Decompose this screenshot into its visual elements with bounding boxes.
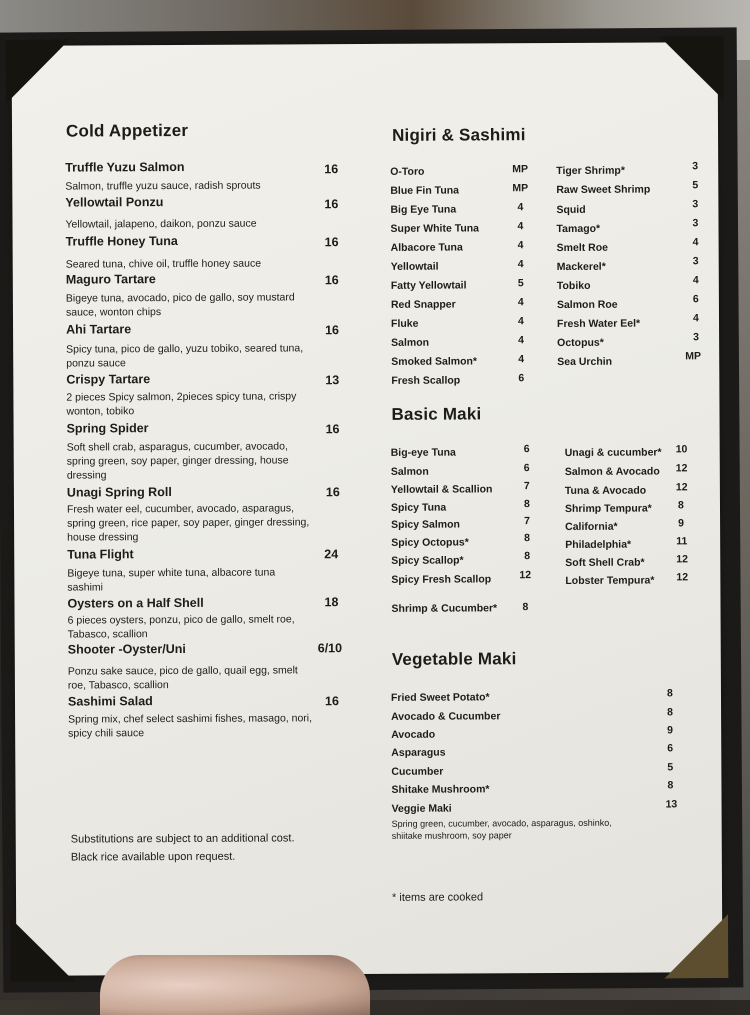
maki-item-name: Salmon — [390, 465, 429, 478]
menu-item-name: Spring Spider — [66, 421, 149, 436]
nigiri-item-name: Smelt Roe — [556, 241, 609, 255]
veg-maki-item-name: Avocado — [391, 728, 436, 741]
maki-item-name: Tuna & Avocado — [564, 484, 647, 497]
maki-item-price: 6 — [523, 462, 530, 475]
nigiri-item-price: 5 — [517, 277, 524, 290]
menu-item-desc: Spring mix, chef select sashimi fishes, masago, nori, spicy chili sauce — [68, 712, 313, 740]
nigiri-item-price: 5 — [692, 179, 699, 192]
corner-protector — [6, 40, 70, 104]
maki-item-price: 7 — [524, 515, 530, 528]
nigiri-item-name: Albacore Tuna — [390, 241, 463, 254]
section-title-cold-appetizer: Cold Appetizer — [65, 120, 189, 141]
nigiri-item-price: 3 — [693, 331, 699, 344]
menu-item-desc: Seared tuna, chive oil, truffle honey sauce — [65, 257, 262, 271]
section-title-vegetable-maki: Vegetable Maki — [391, 649, 517, 669]
nigiri-item-name: Fatty Yellowtail — [390, 279, 467, 292]
maki-item-name: Salmon & Avocado — [564, 465, 660, 478]
nigiri-item-price: 3 — [692, 217, 699, 230]
nigiri-item-price: 4 — [518, 353, 525, 366]
cooked-footnote: * items are cooked — [392, 891, 484, 904]
veg-maki-item-price: 8 — [667, 779, 674, 792]
nigiri-item-name: O-Toro — [390, 165, 425, 178]
maki-item-name: Spicy Scallop* — [391, 554, 464, 567]
menu-item-name: Unagi Spring Roll — [66, 485, 172, 500]
veg-maki-item-price: 9 — [667, 724, 674, 737]
menu-item-name: Truffle Honey Tuna — [65, 233, 178, 249]
nigiri-item-price: 4 — [517, 239, 524, 252]
nigiri-item-price: 4 — [517, 258, 524, 271]
section-title-basic-maki: Basic Maki — [391, 404, 482, 424]
nigiri-item-name: Smoked Salmon* — [391, 355, 478, 368]
nigiri-item-name: Tamago* — [556, 222, 601, 236]
nigiri-item-price: 4 — [517, 220, 524, 233]
maki-item-name: Philadelphia* — [565, 538, 632, 551]
nigiri-item-name: Salmon Roe — [556, 298, 618, 312]
menu-item-price: 16 — [324, 694, 339, 709]
nigiri-item-price: 4 — [692, 312, 699, 325]
maki-item-name: Spicy Fresh Scallop — [391, 573, 492, 586]
menu-item-price: 18 — [324, 595, 339, 610]
nigiri-item-price: 3 — [692, 160, 699, 173]
menu-item-price: 16 — [324, 197, 339, 212]
menu-item-price: 16 — [324, 162, 339, 177]
nigiri-item-price: 4 — [517, 315, 524, 328]
menu-item-desc: Fresh water eel, cucumber, avocado, asparagus, spring green, rice paper, soy paper, ginger dressing, house dressing — [66, 502, 310, 544]
nigiri-item-price: 3 — [692, 255, 699, 268]
menu-item-price: 13 — [325, 373, 340, 388]
nigiri-item-price: 6 — [518, 372, 525, 385]
maki-item-name: Unagi & cucumber* — [564, 446, 662, 459]
maki-item-price: 9 — [678, 517, 684, 530]
menu-item-price: 16 — [324, 273, 339, 288]
maki-item-name: Soft Shell Crab* — [565, 556, 645, 569]
veg-maki-item-price: 5 — [667, 761, 674, 774]
menu-item-desc: Bigeye tuna, avocado, pico de gallo, soy mustard sauce, wonton chips — [65, 291, 295, 319]
nigiri-item-name: Fresh Scallop — [391, 374, 461, 387]
thumb — [100, 955, 370, 1015]
menu-item-price: 16 — [325, 422, 340, 437]
menu-item-name: Crispy Tartare — [66, 372, 151, 387]
nigiri-item-price: 4 — [518, 334, 524, 347]
menu-item-name: Sashimi Salad — [67, 694, 153, 709]
corner-protector — [10, 918, 74, 982]
maki-item-price: 11 — [676, 535, 688, 548]
menu-item-price: 24 — [324, 547, 339, 562]
maki-item-name: Shrimp Tempura* — [564, 502, 652, 515]
maki-item-name: Big-eye Tuna — [390, 446, 456, 459]
menu-item-price: 16 — [325, 485, 340, 500]
nigiri-item-name: Salmon — [391, 336, 430, 349]
nigiri-item-price: MP — [685, 350, 701, 363]
maki-item-price: 7 — [523, 480, 530, 493]
nigiri-item-price: MP — [512, 182, 529, 195]
maki-item-price: 10 — [675, 443, 688, 456]
menu-item-price: 16 — [324, 235, 339, 250]
menu-item-desc: Ponzu sake sauce, pico de gallo, quail egg, smelt roe, Tabasco, scallion — [67, 664, 298, 692]
menu-item-name: Shooter -Oyster/Uni — [67, 641, 186, 657]
maki-item-price: 12 — [519, 569, 532, 582]
menu-page — [12, 42, 723, 976]
maki-item-name: Lobster Tempura* — [565, 574, 655, 587]
nigiri-item-name: Tiger Shrimp* — [556, 164, 625, 178]
corner-protector — [664, 914, 728, 978]
nigiri-item-name: Fluke — [390, 317, 419, 330]
nigiri-item-price: 4 — [517, 296, 524, 309]
nigiri-item-name: Squid — [556, 203, 586, 217]
maki-item-price: 12 — [675, 481, 688, 494]
veg-maki-item-price: 8 — [667, 706, 673, 719]
menu-item-desc: Salmon, truffle yuzu sauce, radish sprouts — [65, 179, 261, 193]
nigiri-item-name: Sea Urchin — [557, 355, 613, 369]
nigiri-item-price: 6 — [692, 293, 699, 306]
menu-item-desc: Soft shell crab, asparagus, cucumber, avocado, spring green, soy paper, ginger dressing, house dressing — [66, 440, 289, 482]
veg-maki-item-name: Veggie Maki — [391, 802, 452, 815]
veg-maki-item-price: 8 — [666, 687, 673, 700]
veg-maki-item-price: 6 — [667, 742, 674, 755]
maki-item-price: 8 — [524, 550, 531, 563]
menu-item-desc: 2 pieces Spicy salmon, 2pieces spicy tuna, crispy wonton, tobiko — [66, 390, 297, 418]
corner-protector — [660, 36, 724, 100]
maki-item-price: 12 — [676, 553, 688, 566]
nigiri-item-name: Yellowtail — [390, 260, 439, 273]
maki-item-price: 6 — [523, 443, 530, 456]
menu-item-desc: Spicy tuna, pico de gallo, yuzu tobiko, seared tuna, ponzu sauce — [66, 342, 304, 370]
maki-item-name: Spicy Salmon — [391, 518, 460, 531]
nigiri-item-price: MP — [512, 163, 529, 176]
substitution-note: Substitutions are subject to an additional cost. — [70, 832, 295, 846]
section-title-nigiri-sashimi: Nigiri & Sashimi — [391, 125, 526, 145]
menu-item-name: Maguro Tartare — [65, 272, 156, 287]
nigiri-item-name: Tobiko — [556, 279, 591, 293]
veg-maki-item-name: Fried Sweet Potato* — [390, 691, 490, 704]
maki-item-price: 8 — [677, 499, 684, 512]
black-rice-note: Black rice available upon request. — [70, 850, 236, 864]
veg-maki-item-name: Asparagus — [391, 746, 446, 759]
menu-item-name: Yellowtail Ponzu — [65, 195, 164, 210]
veg-maki-item-name: Cucumber — [391, 765, 444, 778]
nigiri-item-price: 4 — [517, 201, 524, 214]
menu-item-name: Truffle Yuzu Salmon — [65, 159, 185, 175]
maki-item-price: 8 — [524, 532, 531, 545]
maki-item-name: Spicy Octopus* — [391, 536, 469, 549]
nigiri-item-price: 4 — [692, 274, 699, 287]
nigiri-item-price: 3 — [692, 198, 699, 211]
veg-maki-item-name: Avocado & Cucumber — [391, 710, 501, 723]
maki-item-price: 12 — [676, 571, 689, 584]
veg-maki-item-name: Shitake Mushroom* — [391, 783, 490, 796]
menu-item-price: 6/10 — [317, 641, 343, 656]
nigiri-item-name: Raw Sweet Shrimp — [556, 183, 651, 197]
nigiri-item-price: 4 — [692, 236, 699, 249]
nigiri-item-name: Big Eye Tuna — [390, 203, 457, 216]
menu-item-name: Oysters on a Half Shell — [67, 595, 204, 611]
maki-item-name: California* — [565, 520, 618, 533]
maki-item-name: Yellowtail & Scallion — [390, 483, 493, 496]
nigiri-item-name: Blue Fin Tuna — [390, 184, 460, 197]
nigiri-item-name: Super White Tuna — [390, 222, 480, 235]
nigiri-item-name: Red Snapper — [390, 298, 456, 311]
veg-maki-item-price: 13 — [665, 798, 678, 811]
maki-item-name: Spicy Tuna — [390, 501, 447, 514]
maki-item-price: 8 — [522, 601, 529, 614]
menu-item-price: 16 — [325, 323, 340, 338]
menu-item-name: Ahi Tartare — [66, 322, 132, 337]
maki-item-name: Shrimp & Cucumber* — [391, 602, 498, 615]
nigiri-item-name: Octopus* — [557, 336, 604, 350]
maki-item-price: 8 — [523, 498, 530, 511]
menu-item-name: Tuna Flight — [67, 547, 134, 562]
maki-item-price: 12 — [675, 462, 688, 475]
menu-item-desc: Yellowtail, jalapeno, daikon, ponzu sauce — [65, 217, 257, 231]
menu-item-desc: 6 pieces oysters, ponzu, pico de gallo, smelt roe, Tabasco, scallion — [67, 613, 295, 641]
nigiri-item-name: Mackerel* — [556, 260, 606, 274]
veggie-maki-desc: Spring green, cucumber, avocado, asparagus, oshinko, shiitake mushroom, soy paper — [391, 817, 612, 841]
menu-item-desc: Bigeye tuna, super white tuna, albacore tuna sashimi — [67, 566, 276, 594]
nigiri-item-name: Fresh Water Eel* — [557, 317, 641, 331]
